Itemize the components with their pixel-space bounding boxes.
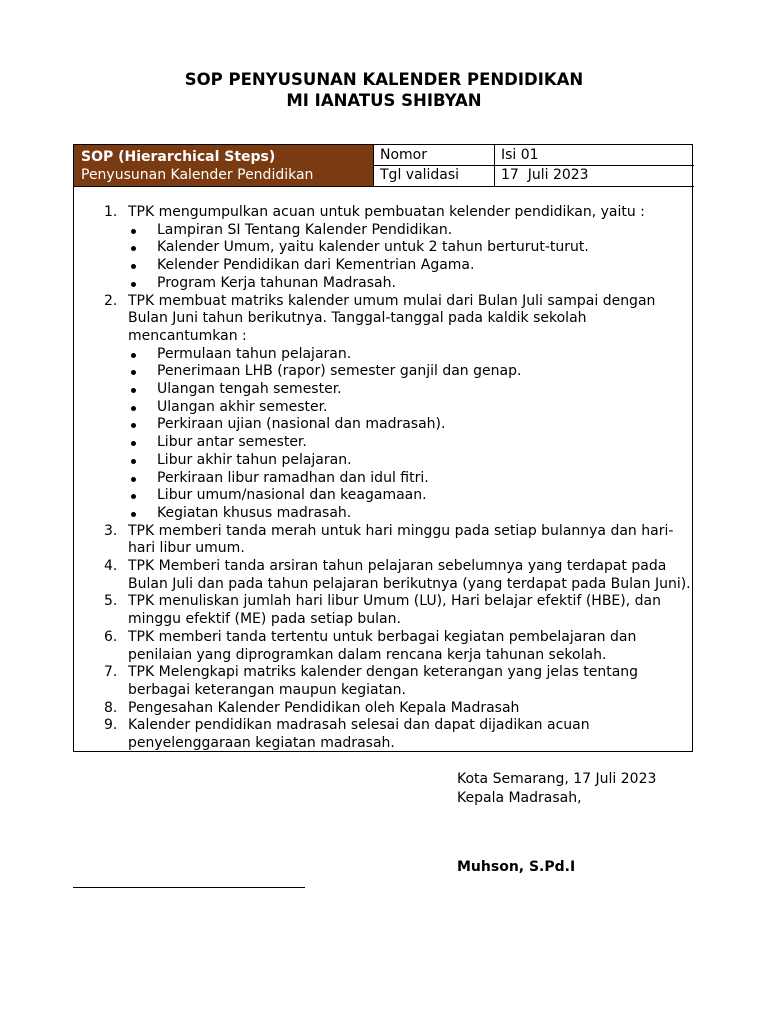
- bullet-icon: [131, 406, 136, 411]
- signature-line: [73, 887, 305, 888]
- sub-item-text: Kelender Pendidikan dari Kementrian Agama.: [157, 257, 475, 274]
- bullet-icon: [131, 229, 136, 234]
- step-text: TPK memberi tanda tertentu untuk berbagai kegiatan pembelajaran dan penilaian yang diprogramkan dalam rencana kerja tahunan sekolah.: [128, 628, 637, 663]
- step-text: TPK membuat matriks kalender umum mulai dari Bulan Juli sampai dengan Bulan Juni tahun berikutnya. Tanggal-tanggal pada kaldik sekolah mencantumkan :: [128, 292, 656, 344]
- sub-item-text: Lampiran SI Tentang Kalender Pendidikan.: [157, 221, 453, 238]
- step-number: 5.: [104, 593, 118, 610]
- sub-item-text: Ulangan tengah semester.: [157, 381, 342, 398]
- sub-item: [128, 434, 694, 452]
- step-item: [104, 523, 694, 558]
- sub-item: [128, 275, 694, 293]
- sub-item-text: Libur umum/nasional dan keagamaan.: [157, 487, 427, 504]
- sub-item-text: Libur antar semester.: [157, 434, 307, 451]
- nomor-label: Nomor: [380, 147, 427, 163]
- bullet-icon: [131, 246, 136, 251]
- sop-header: [74, 145, 694, 187]
- sub-item-text: Ulangan akhir semester.: [157, 398, 328, 415]
- bullet-icon: [131, 353, 136, 358]
- sub-item-text: Kegiatan khusus madrasah.: [157, 504, 352, 521]
- tgl-validasi-label: Tgl validasi: [380, 167, 460, 183]
- sub-item: [128, 399, 694, 417]
- bullet-icon: [131, 423, 136, 428]
- nomor-value: Isi 01: [501, 147, 539, 163]
- bullet-icon: [131, 264, 136, 269]
- sop-label-cell: [74, 145, 373, 186]
- document-subtitle: MI IANATUS SHIBYAN: [286, 91, 482, 110]
- sop-box: [73, 144, 693, 752]
- step-item: [104, 204, 694, 293]
- step-item: [104, 293, 694, 523]
- step-text: Pengesahan Kalender Pendidikan oleh Kepala Madrasah: [128, 699, 520, 716]
- bullet-icon: [131, 459, 136, 464]
- step-item: [104, 593, 694, 628]
- step-item: [104, 700, 694, 718]
- signature-name: Muhson, S.Pd.I: [457, 859, 576, 875]
- step-number: 8.: [104, 699, 118, 716]
- step-text: Kalender pendidikan madrasah selesai dan dapat dijadikan acuan penyelenggaraan kegiatan madrasah.: [128, 717, 590, 752]
- step-item: [104, 629, 694, 664]
- sub-item-text: Kalender Umum, yaitu kalender untuk 2 tahun berturut-turut.: [157, 239, 589, 256]
- step-number: 4.: [104, 558, 118, 575]
- step-number: 9.: [104, 717, 118, 734]
- sop-subtitle: Penyusunan Kalender Pendidikan: [81, 167, 314, 183]
- sub-item-text: Perkiraan ujian (nasional dan madrasah).: [157, 416, 446, 433]
- step-item: [104, 664, 694, 699]
- sub-item: [128, 222, 694, 240]
- sub-item: [128, 346, 694, 364]
- sub-list: [128, 222, 694, 293]
- sub-item-text: Permulaan tahun pelajaran.: [157, 345, 352, 362]
- step-text: TPK menuliskan jumlah hari libur Umum (LU), Hari belajar efektif (HBE), dan minggu efektif (ME) pada setiap bulan.: [128, 593, 661, 628]
- step-number: 6.: [104, 628, 118, 645]
- sub-item: [128, 470, 694, 488]
- bullet-icon: [131, 370, 136, 375]
- sub-item: [128, 257, 694, 275]
- step-text: TPK Melengkapi matriks kalender dengan keterangan yang jelas tentang berbagai keterangan maupun kegiatan.: [128, 664, 639, 698]
- sub-list: [128, 346, 694, 523]
- bullet-icon: [131, 388, 136, 393]
- sub-item-text: Libur akhir tahun pelajaran.: [157, 451, 352, 468]
- bullet-icon: [131, 477, 136, 482]
- sop-label: SOP (Hierarchical Steps): [81, 149, 276, 165]
- signature-role: Kepala Madrasah,: [457, 790, 582, 806]
- step-number: 7.: [104, 664, 118, 681]
- bullet-icon: [131, 282, 136, 287]
- document-title: SOP PENYUSUNAN KALENDER PENDIDIKAN: [184, 70, 584, 89]
- sub-item: [128, 381, 694, 399]
- bullet-icon: [131, 512, 136, 517]
- sub-item-text: Perkiraan libur ramadhan dan idul fitri.: [157, 469, 429, 486]
- sub-item-text: Penerimaan LHB (rapor) semester ganjil dan genap.: [157, 363, 522, 380]
- step-number: 1.: [104, 204, 118, 220]
- step-text: TPK mengumpulkan acuan untuk pembuatan kelender pendidikan, yaitu :: [128, 204, 645, 220]
- sub-item: [128, 505, 694, 523]
- step-number: 3.: [104, 522, 118, 539]
- bullet-icon: [131, 494, 136, 499]
- sub-item: [128, 487, 694, 505]
- step-text: TPK memberi tanda merah untuk hari minggu pada setiap bulannya dan hari-hari libur umum.: [128, 522, 674, 557]
- step-item: [104, 558, 694, 593]
- steps-list: [104, 204, 694, 753]
- signature-place-date: Kota Semarang, 17 Juli 2023: [457, 771, 657, 787]
- sub-item: [128, 416, 694, 434]
- step-number: 2.: [104, 292, 118, 309]
- sub-item: [128, 452, 694, 470]
- sub-item: [128, 363, 694, 381]
- step-item: [104, 717, 694, 752]
- sub-item-text: Program Kerja tahunan Madrasah.: [157, 274, 396, 291]
- tgl-validasi-value: 17 Juli 2023: [501, 167, 589, 183]
- bullet-icon: [131, 441, 136, 446]
- sub-item: [128, 239, 694, 257]
- step-text: TPK Memberi tanda arsiran tahun pelajaran sebelumnya yang terdapat pada Bulan Juli dan pada tahun pelajaran berikutnya (yang terdapat pada Bulan Juni).: [128, 558, 691, 592]
